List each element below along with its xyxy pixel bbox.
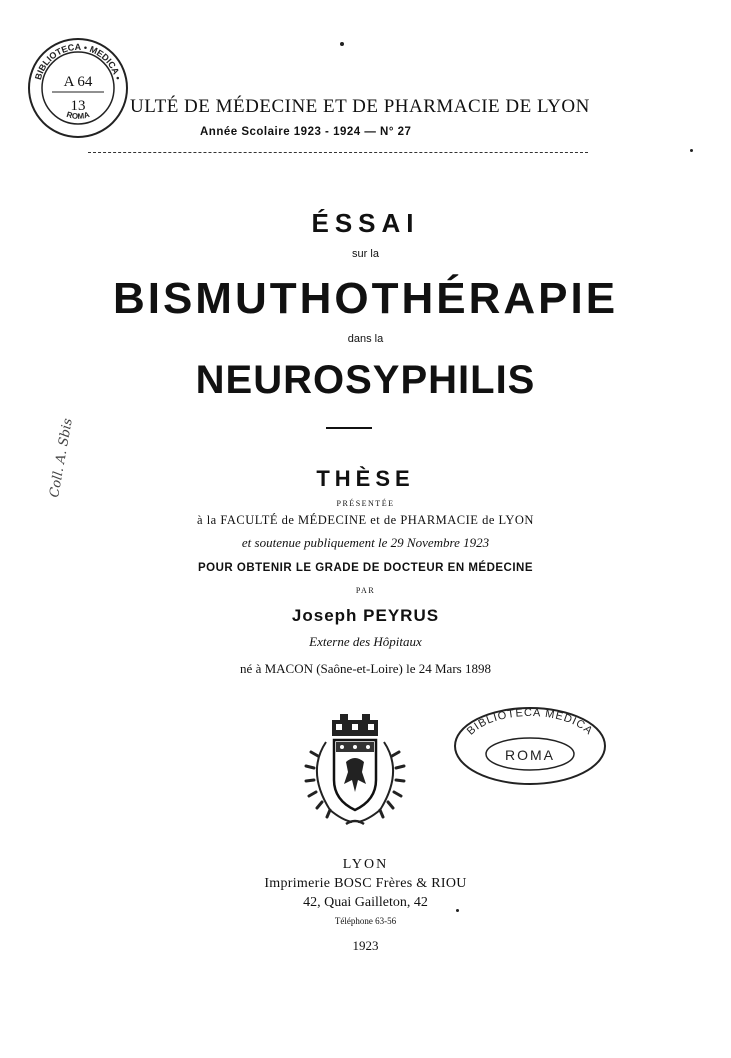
oval-stamp-ring-text: BIBLIOTECA MEDICA [464, 706, 596, 738]
ink-speck [456, 909, 459, 912]
title-essai: ÉSSAI [311, 208, 420, 238]
faculty-line: à la FACULTÉ de MÉDECINE et de PHARMACIE de LYON [197, 513, 534, 527]
birth-info: né à MACON (Saône-et-Loire) le 24 Mars 1898 [240, 661, 491, 676]
title-connector: dans la [347, 333, 384, 345]
library-stamp-round [26, 36, 130, 140]
handwritten-note-text: Coll. A. Sbis [47, 417, 76, 499]
defense-date: et soutenue publiquement le 29 Novembre 1923 [241, 535, 490, 550]
faculty-header: ULTÉ DE MÉDECINE ET DE PHARMACIE DE LYON [130, 96, 590, 117]
publication-year: 1923 [352, 938, 379, 953]
ink-speck [690, 149, 693, 152]
these-label: THÈSE [316, 466, 415, 491]
stamp-shelf-mark: A 64 [63, 74, 93, 90]
ink-speck [340, 42, 344, 46]
presentee-text: PRÉSENTÉE [336, 499, 395, 508]
printer-name: Imprimerie BOSC Frères & RIOU [264, 876, 467, 891]
coat-of-arms-emblem [296, 706, 414, 832]
author-name: Joseph PEYRUS [291, 606, 440, 625]
main-title: BISMUTHOTHÉRAPIE [112, 274, 619, 323]
academic-year: Année Scolaire 1923 - 1924 — N° 27 [200, 126, 412, 138]
library-stamp-oval [452, 704, 608, 788]
stamp-bottom-text: ROMA [65, 109, 91, 122]
subject-title: NEUROSYPHILIS [195, 358, 536, 402]
printer-address: 42, Quai Gailleton, 42 [303, 895, 428, 910]
title-rule [326, 427, 372, 429]
publisher-city: LYON [342, 857, 389, 872]
degree-line: POUR OBTENIR LE GRADE DE DOCTEUR EN MÉDECINE [197, 562, 534, 574]
stamp-ring-text: BIBLIOTECA • MEDICA • [32, 41, 124, 81]
title-connector: sur la [352, 248, 379, 260]
printer-telephone: Téléphone 63-56 [334, 916, 397, 926]
oval-stamp-center-text: ROMA [505, 747, 555, 763]
stamp-number: 13 [70, 98, 86, 114]
author-title: Externe des Hôpitaux [309, 634, 422, 649]
svg-text:BIBLIOTECA MEDICA [465, 707, 595, 738]
par-text: PAR [355, 586, 376, 595]
header-rule [88, 152, 588, 153]
